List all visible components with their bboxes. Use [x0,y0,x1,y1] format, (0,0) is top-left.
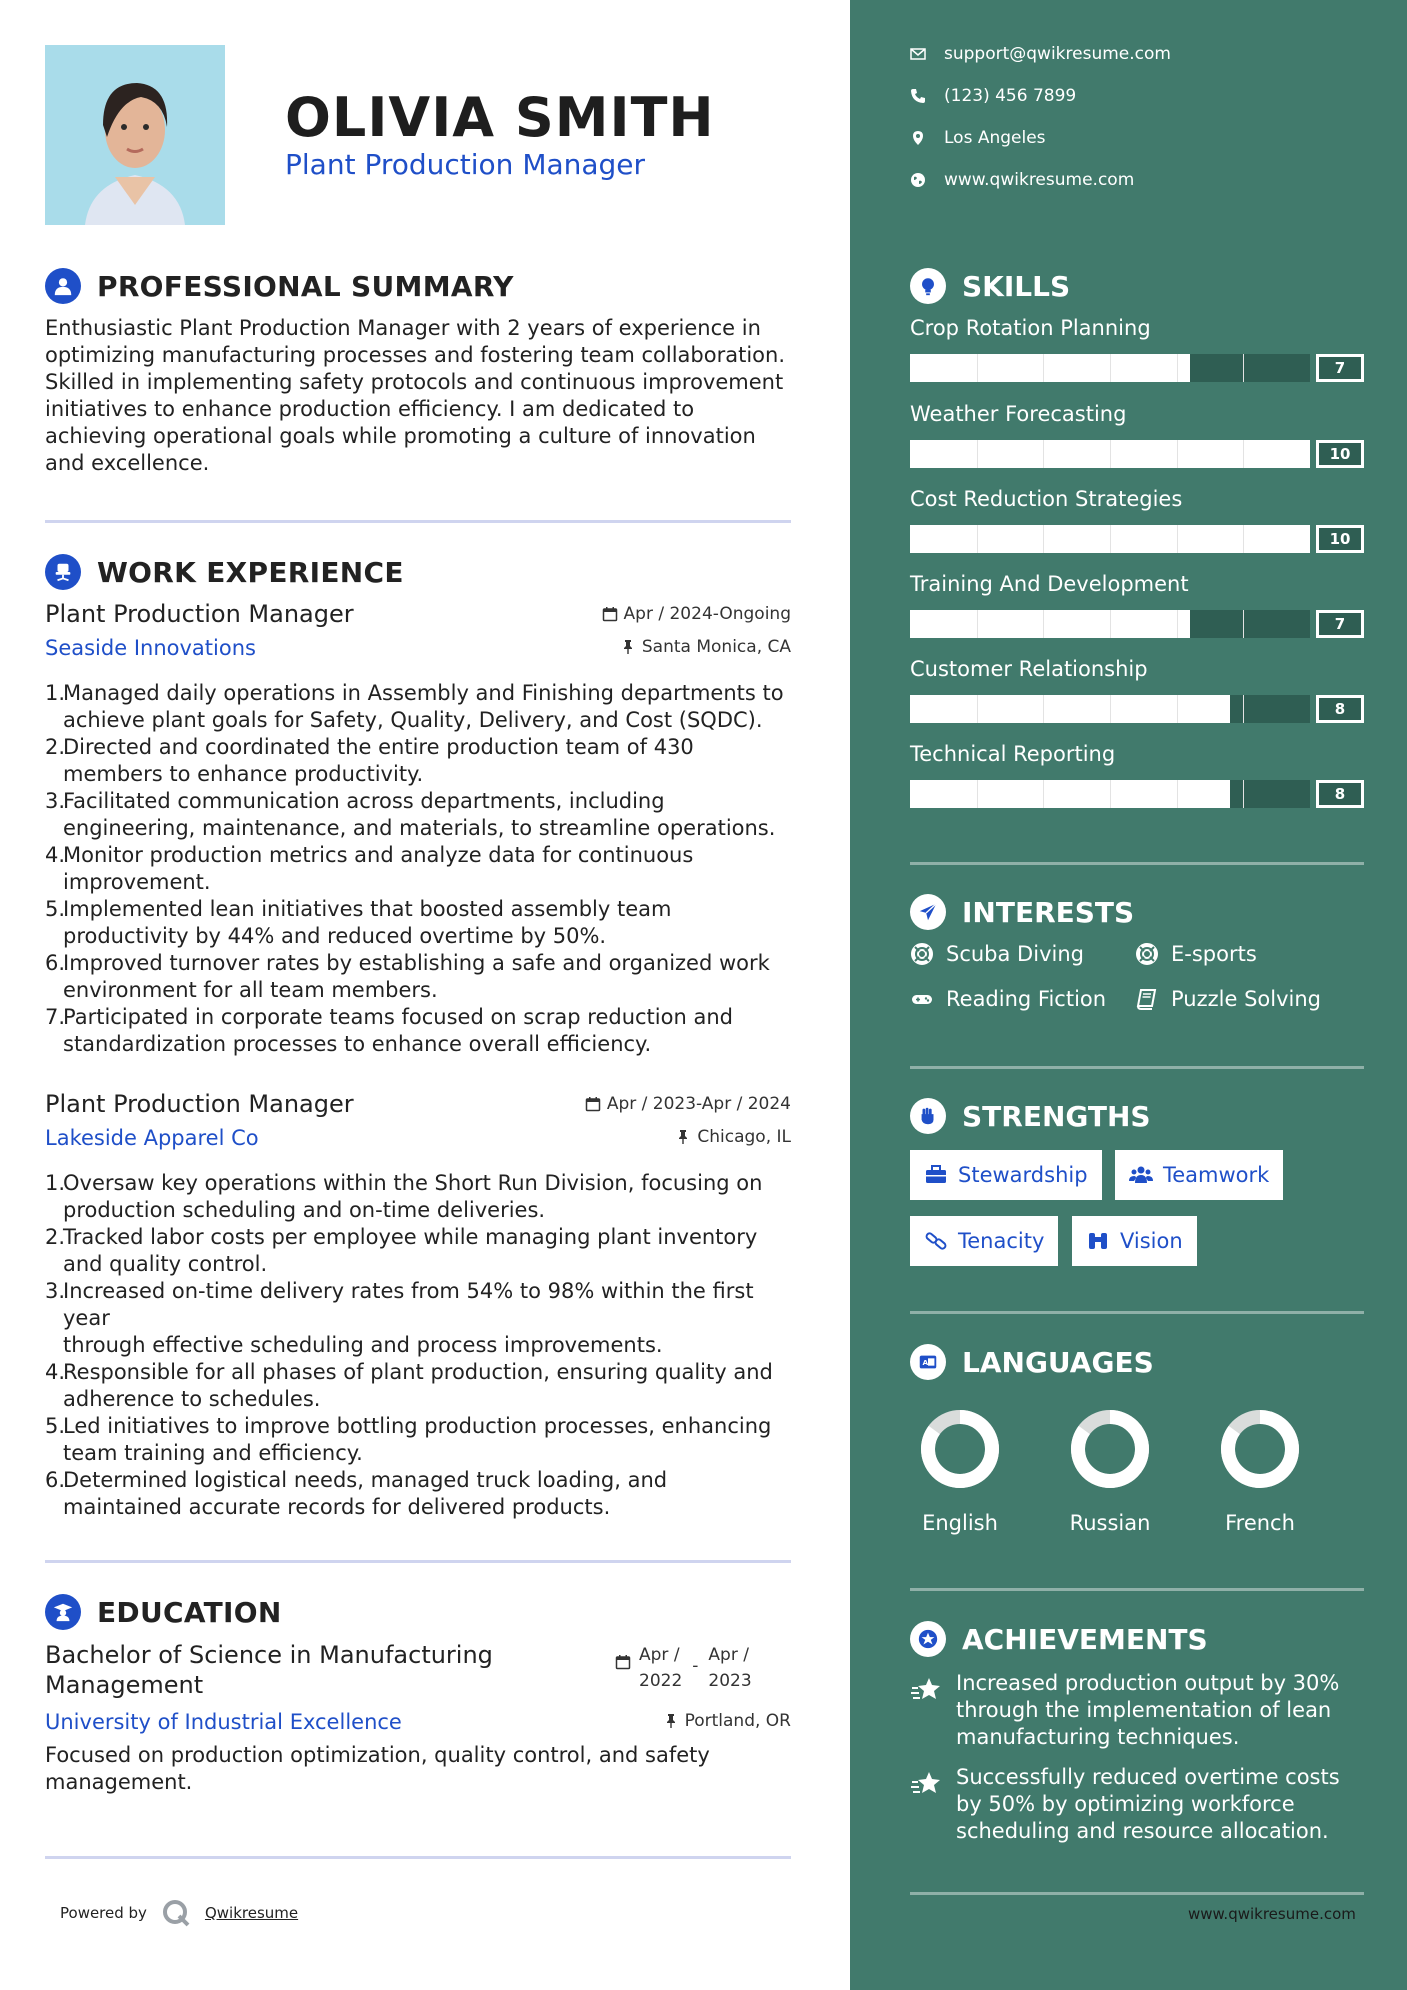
list-item: 3. Facilitated communication across departments, including engineering, maintenance, and materials, to streamline operations. [45,789,776,840]
candidate-title: Plant Production Manager [285,148,646,181]
education-entry [45,1640,791,1796]
skill-segment [1243,440,1244,468]
section-divider [45,1856,791,1859]
languages-heading [910,1344,1154,1380]
binoculars-icon [1086,1229,1110,1253]
skill-fill [910,780,1230,808]
achievements-title: ACHIEVEMENTS [962,1622,1208,1656]
skill-segment [1243,354,1244,382]
footer-website[interactable]: www.qwikresume.com [1188,1905,1356,1923]
lifebuoy-icon [910,942,934,966]
list-item: 1. Managed daily operations in Assembly and Finishing departments to achieve plant goals for Safety, Quality, Delivery, and Cost (SQDC). [45,681,784,732]
strength-badge: Stewardship [910,1150,1102,1200]
language-item [1210,1407,1310,1535]
interest-item: Reading Fiction [910,987,1106,1011]
list-item: 5. Led initiatives to improve bottling production processes, enhancing team training and efficiency. [45,1414,772,1465]
list-item: 2. Directed and coordinated the entire production team of 430 members to enhance productivity. [45,735,694,786]
skills-heading [910,268,1070,304]
interest-item: Scuba Diving [910,942,1084,966]
skill-item [910,657,1364,723]
language-item [910,1407,1010,1535]
map-marker-icon [910,130,926,146]
skill-bar [910,780,1364,808]
lifebuoy-icon [1135,942,1159,966]
skill-segment [1243,780,1244,808]
skill-segment [977,525,978,553]
job-dates-text: Apr / 2024-Ongoing [623,604,791,624]
skill-fill [910,695,1230,723]
job-location [620,637,791,657]
candidate-name: OLIVIA SMITH [285,86,715,149]
skill-segment [1043,695,1044,723]
skill-segment [977,780,978,808]
skill-name: Weather Forecasting [910,402,1127,426]
language-item [1060,1407,1160,1535]
summary-line: Skilled in implementing safety protocols and continuous improvement [45,370,784,394]
skill-item [910,316,1364,382]
briefcase-icon [924,1163,948,1187]
star-badge-icon [910,1621,946,1657]
phone-icon [910,88,926,104]
calendar-icon [615,1654,631,1670]
skill-segment [1110,525,1111,553]
interest-item: E-sports [1135,942,1257,966]
contact-website[interactable]: www.qwikresume.com [910,170,1134,190]
skill-segment [1177,780,1178,808]
contact-email[interactable]: support@qwikresume.com [910,44,1171,64]
shooting-star-icon [910,1768,942,1800]
achievements-heading [910,1621,1208,1657]
skill-score: 7 [1316,610,1364,638]
job-company: Seaside Innovations [45,636,256,660]
job-title: Plant Production Manager [45,1090,354,1118]
profile-photo [45,45,225,225]
fist-icon [910,1098,946,1134]
skill-bar [910,695,1364,723]
skill-segment [1043,440,1044,468]
education-location: Portland, OR [663,1711,791,1731]
translate-icon [910,1344,946,1380]
language-name: English [922,1511,998,1535]
skill-segment [1177,440,1178,468]
link-icon [924,1229,948,1253]
education-dates: Apr / 2022 - Apr / 2023 [615,1642,752,1694]
summary-line: optimizing manufacturing processes and fostering team collaboration. [45,343,785,367]
skill-name: Training And Development [910,572,1189,596]
globe-icon [910,172,926,188]
calendar-icon [602,606,618,622]
shooting-star-icon [910,1674,942,1706]
interests-heading [910,894,1134,930]
job-responsibilities [45,1170,791,1521]
svg-text:A: A [922,1357,929,1367]
education-title: EDUCATION [97,1595,282,1629]
list-item: 4. Responsible for all phases of plant production, ensuring quality and adherence to schedules. [45,1360,773,1411]
job-location [675,1127,791,1147]
skill-segment [1043,525,1044,553]
summary-line: achieving operational goals while promoting a culture of innovation [45,424,756,448]
skill-segment [1243,610,1244,638]
skill-segment [1177,525,1178,553]
qwikresume-link[interactable]: Qwikresume [204,1904,299,1922]
list-item: 5. Implemented lean initiatives that boosted assembly team productivity by 44% and reduced overtime by 50%. [45,897,672,948]
summary-line: and excellence. [45,451,210,475]
gamepad-icon [910,987,934,1011]
strength-badge: Vision [1072,1216,1197,1266]
section-divider [910,862,1364,865]
skill-segment [1043,354,1044,382]
skill-segment [1177,695,1178,723]
skill-item [910,402,1364,468]
skill-bar [910,354,1364,382]
summary-text [45,315,795,477]
language-name: Russian [1069,1511,1151,1535]
skill-segment [1043,780,1044,808]
skill-item [910,487,1364,553]
interest-item: Puzzle Solving [1135,987,1321,1011]
pin-icon [620,639,636,655]
skill-segment [1110,780,1111,808]
paper-plane-icon [910,894,946,930]
skill-item [910,572,1364,638]
strength-badge: Teamwork [1115,1150,1283,1200]
office-chair-icon [45,554,81,590]
job-title: Plant Production Manager [45,600,354,628]
skill-bar [910,440,1364,468]
skill-bar [910,525,1364,553]
list-item: 6. Determined logistical needs, managed truck loading, and maintained accurate records for delivered products. [45,1468,668,1519]
skill-segment [1110,440,1111,468]
skill-segment [1243,695,1244,723]
skill-name: Customer Relationship [910,657,1148,681]
education-description: Focused on production optimization, quality control, and safety management. [45,1743,710,1794]
job-location-text: Santa Monica, CA [641,637,791,657]
list-item: 6. Improved turnover rates by establishing a safe and organized work environment for all team members. [45,951,770,1002]
language-name: French [1225,1511,1295,1535]
job-dates-text: Apr / 2023-Apr / 2024 [606,1094,791,1114]
skill-score: 8 [1316,695,1364,723]
book-icon [1135,987,1159,1011]
graduate-icon [45,1594,81,1630]
job-location-text: Chicago, IL [697,1127,791,1147]
interests-title: INTERESTS [962,895,1135,929]
list-item: 4. Monitor production metrics and analyze data for continuous improvement. [45,843,694,894]
strengths-title: STRENGTHS [962,1099,1151,1133]
skill-segment [977,695,978,723]
user-icon [45,268,81,304]
experience-heading [45,554,404,590]
list-item: 3. Increased on-time delivery rates from 54% to 98% within the first year through effective scheduling and process improvements. [45,1279,754,1357]
pin-icon [663,1713,679,1729]
sidebar [850,0,1407,1990]
job-dates [602,604,791,624]
powered-by [60,1898,298,1928]
list-item: 7. Participated in corporate teams focused on scrap reduction and standardization processes to enhance overall efficiency. [45,1005,733,1056]
skill-score: 8 [1316,780,1364,808]
skill-segment [1110,695,1111,723]
skill-segment [1110,610,1111,638]
pin-icon [675,1129,691,1145]
skill-segment [1177,354,1178,382]
skill-name: Technical Reporting [910,742,1116,766]
job-company: Lakeside Apparel Co [45,1126,259,1150]
section-divider [910,1066,1364,1069]
skill-bar [910,610,1364,638]
language-donut [1068,1407,1152,1491]
skill-segment [1110,354,1111,382]
summary-line: Enthusiastic Plant Production Manager with 2 years of experience in [45,316,761,340]
experience-title: WORK EXPERIENCE [97,555,404,589]
section-divider [910,1588,1364,1591]
calendar-icon [585,1096,601,1112]
list-item: 2. Tracked labor costs per employee while managing plant inventory and quality control. [45,1225,758,1276]
section-divider [45,520,791,523]
job-responsibilities [45,680,791,1058]
skill-segment [1243,525,1244,553]
skill-score: 10 [1316,440,1364,468]
skill-segment [1177,610,1178,638]
job-dates [585,1094,791,1114]
skill-name: Crop Rotation Planning [910,316,1151,340]
achievement-item: Increased production output by 30% through the implementation of lean manufacturing techniques. [910,1670,1360,1751]
job-entry [45,600,791,1058]
skill-segment [1043,610,1044,638]
list-item: 1. Oversaw key operations within the Short Run Division, focusing on production scheduling and on-time deliveries. [45,1171,763,1222]
school-name: University of Industrial Excellence [45,1710,402,1734]
achievement-item: Successfully reduced overtime costs by 50% by optimizing workforce scheduling and resource allocation. [910,1764,1360,1845]
envelope-icon [910,46,926,62]
powered-by-label: Powered by [60,1904,147,1922]
skill-segment [977,610,978,638]
strengths-heading [910,1098,1151,1134]
strength-badge: Tenacity [910,1216,1058,1266]
education-heading [45,1594,282,1630]
users-icon [1129,1163,1153,1187]
contact-location: Los Angeles [910,128,1046,148]
skill-segment [977,354,978,382]
skill-score: 7 [1316,354,1364,382]
skills-title: SKILLS [962,269,1071,303]
skill-fill [910,610,1190,638]
skill-item [910,742,1364,808]
skill-score: 10 [1316,525,1364,553]
language-donut [918,1407,1002,1491]
skill-fill [910,354,1190,382]
skill-segment [977,440,978,468]
summary-line: initiatives to enhance production efficiency. I am dedicated to [45,397,695,421]
section-divider [910,1892,1364,1895]
summary-title: PROFESSIONAL SUMMARY [97,269,514,303]
languages-title: LANGUAGES [962,1345,1154,1379]
section-divider [910,1311,1364,1314]
contact-phone[interactable]: (123) 456 7899 [910,86,1076,106]
language-donut [1218,1407,1302,1491]
skill-name: Cost Reduction Strategies [910,487,1183,511]
lightbulb-icon [910,268,946,304]
degree: Bachelor of Science in Manufacturing Management [45,1641,493,1699]
job-entry [45,1090,791,1521]
section-divider [45,1560,791,1563]
qwikresume-logo-icon [161,1898,191,1928]
summary-heading [45,268,514,304]
